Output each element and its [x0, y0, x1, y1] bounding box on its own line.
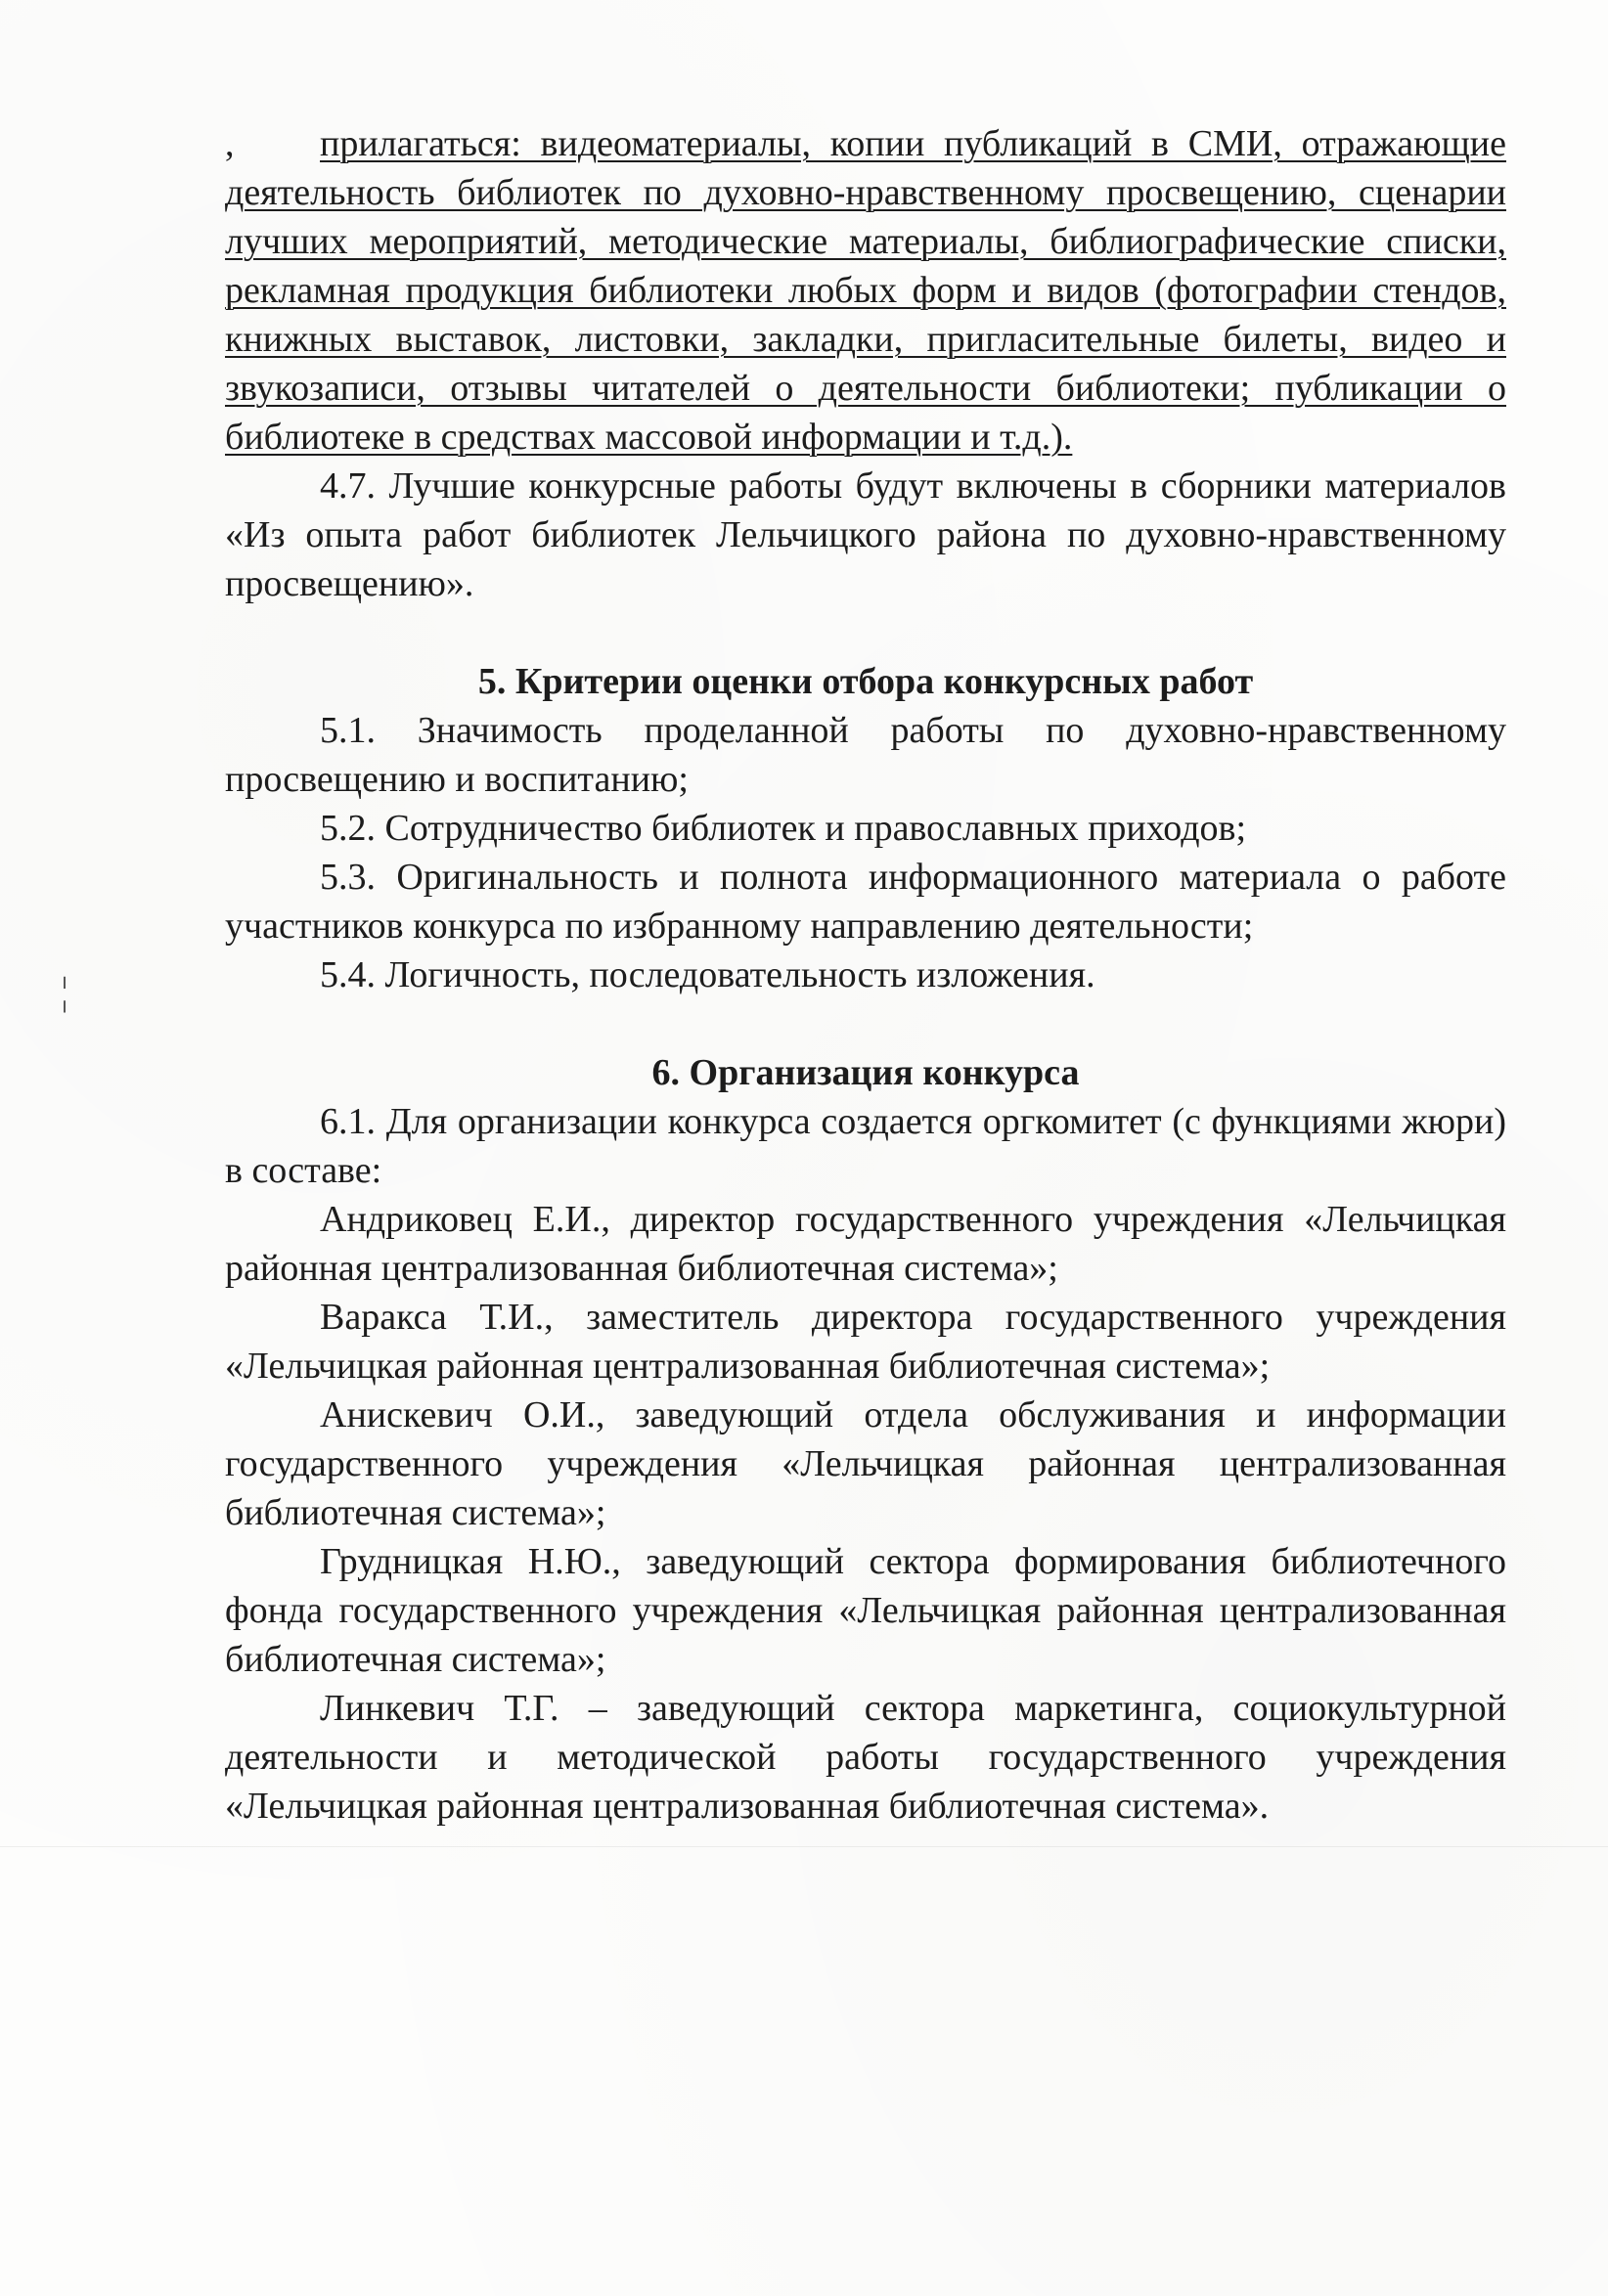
- document-body: [225, 119, 1506, 1831]
- committee-member: Грудницкая Н.Ю., заведующий сектора формирования библиотечного фонда государственного учреждения «Лельчицкая районная централизованная библиотечная система»;: [225, 1541, 1506, 1680]
- item-5-3: 5.3. Оригинальность и полнота информационного материала о работе участников конкурса по избранному направлению деятельности;: [225, 857, 1506, 947]
- committee-member: Линкевич Т.Г. – заведующий сектора маркетинга, социокультурной деятельности и методической работы государственного учреждения «Лельчицкая районная централизованная библиотечная система».: [225, 1688, 1506, 1827]
- section4-attachments-paragraph: [225, 119, 1506, 462]
- item-5-1: 5.1. Значимость проделанной работы по духовно-нравственному просвещению и воспитанию;: [225, 710, 1506, 800]
- item-6-1: 6.1. Для организации конкурса создается оргкомитет (с функциями жюри) в составе:: [225, 1101, 1506, 1191]
- item-5-2: 5.2. Сотрудничество библиотек и православных приходов;: [320, 808, 1247, 849]
- item-5-4: 5.4. Логичность, последовательность изложения.: [320, 954, 1095, 995]
- section6-heading: 6. Организация конкурса: [651, 1052, 1080, 1093]
- committee-member: Андриковец Е.И., директор государственного учреждения «Лельчицкая районная централизованная библиотечная система»;: [225, 1199, 1506, 1289]
- committee-member: Анискевич О.И., заведующий отдела обслуживания и информации государственного учреждения «Лельчицкая районная централизованная библиотечная система»;: [225, 1394, 1506, 1533]
- spacer: [225, 608, 1506, 657]
- section5-heading: 5. Критерии оценки отбора конкурсных работ: [477, 661, 1254, 702]
- list-marker: ,: [225, 123, 235, 164]
- committee-member: Варакса Т.И., заместитель директора государственного учреждения «Лельчицкая районная централизованная библиотечная система»;: [225, 1297, 1506, 1387]
- item-4-7: 4.7. Лучшие конкурсные работы будут включены в сборники материалов «Из опыта работ библиотек Лельчицкого района по духовно-нравственному просвещению».: [225, 465, 1506, 604]
- margin-mark-icon: ¦: [61, 969, 69, 1013]
- attachments-underlined-text: прилагаться: видеоматериалы, копии публикаций в СМИ, отражающие деятельность библиотек по духовно-нравственному просвещению, сценарии лучших мероприятий, методические материалы, библиографические списки, рекламная продукция библиотеки любых форм и видов (фотографии стендов, книжных выставок, листовки, закладки, пригласительные билеты, видео и звукозаписи, отзывы читателей о деятельности библиотеки; публикации о библиотеке в средствах массовой информации и т.д.).: [225, 123, 1506, 458]
- scan-artifact-line: [0, 1846, 1608, 1847]
- spacer: [225, 999, 1506, 1048]
